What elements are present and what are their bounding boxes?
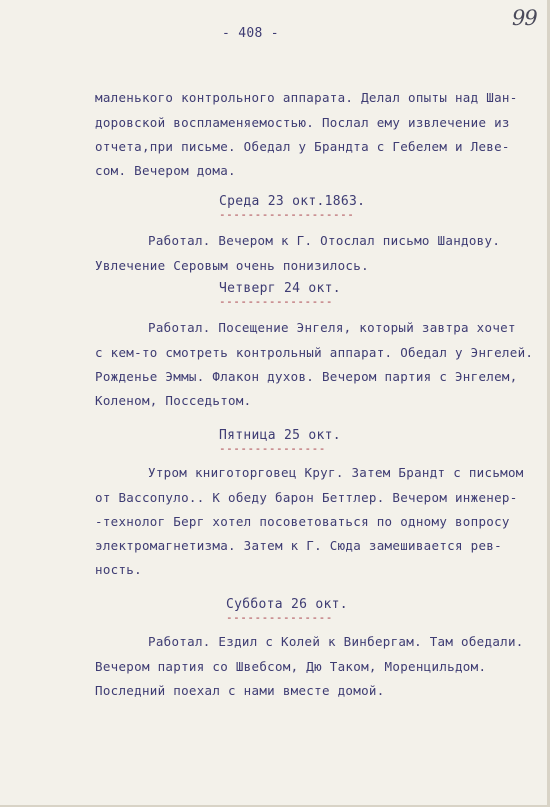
- body-line: электромагнетизма. Затем к Г. Сюда замешивается рев-: [95, 538, 502, 553]
- entry-heading: Среда 23 окт.1863.: [219, 194, 366, 209]
- body-line: Последний поехал с нами вместе домой.: [95, 683, 385, 698]
- body-line: с кем-то смотреть контрольный аппарат. Обедал у Энгелей.: [95, 345, 534, 360]
- body-line: от Вассопуло.. К обеду барон Беттлер. Вечером инженер-: [95, 490, 518, 505]
- body-line: Увлечение Серовым очень понизилось.: [95, 258, 369, 273]
- body-line: Коленом, Посседьтом.: [95, 393, 252, 408]
- body-line: Работал. Вечером к Г. Отослал письмо Шандову.: [148, 233, 501, 248]
- body-line: отчета,при письме. Обедал у Брандта с Гебелем и Леве-: [95, 139, 510, 154]
- entry-heading: Пятница 25 окт.: [219, 428, 341, 443]
- body-line: сом. Вечером дома.: [95, 163, 236, 178]
- heading-underline: ---------------: [226, 611, 333, 624]
- body-line: Работал. Ездил с Колей к Винбергам. Там обедали.: [148, 634, 524, 649]
- heading-underline: ----------------: [219, 295, 333, 308]
- heading-underline: -------------------: [219, 208, 355, 221]
- handwritten-folio-number: 99: [512, 6, 537, 30]
- body-line: ность.: [95, 562, 142, 577]
- body-line: Рожденье Эммы. Флакон духов. Вечером партия с Энгелем,: [95, 369, 518, 384]
- body-line: Утром книготорговец Круг. Затем Брандт с письмом: [148, 465, 524, 480]
- body-line: маленького контрольного аппарата. Делал опыты над Шан-: [95, 90, 518, 105]
- body-line: Работал. Посещение Энгеля, который завтра хочет: [148, 320, 516, 335]
- heading-underline: ---------------: [219, 442, 326, 455]
- entry-heading: Четверг 24 окт.: [219, 281, 341, 296]
- entry-heading: Суббота 26 окт.: [226, 597, 348, 612]
- body-line: Вечером партия со Швебсом, Дю Таком, Моренцильдом.: [95, 659, 487, 674]
- body-line: -технолог Берг хотел посоветоваться по одному вопросу: [95, 514, 510, 529]
- page-number: - 408 -: [222, 26, 279, 41]
- body-line: доровской воспламеняемостью. Послал ему извлечение из: [95, 115, 510, 130]
